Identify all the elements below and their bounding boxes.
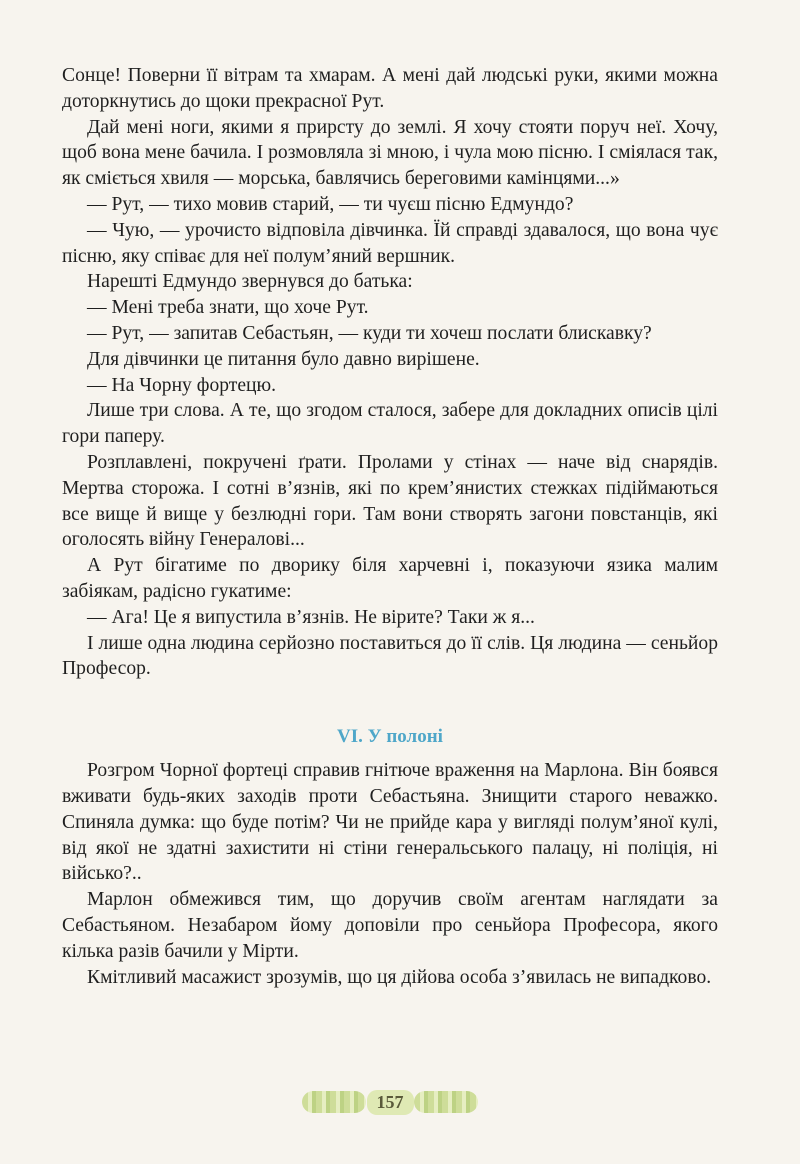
paragraph: — Мені треба знати, що хоче Рут. [87,297,369,319]
paragraph: — Ага! Це я випустила в’язнів. Не вірите? Таки ж я... [87,606,535,628]
paragraph: — На Чорну фортецю. [87,374,277,396]
paragraph: Розплавлені, покручені ґрати. Пролами у стінах — наче від снарядів. Мертва сторожа. І сотні в’язнів, які по крем’янистих стежках підіймаються все вище й вище у безлюдні гори. Там вони створять загони повстанців, які оголосять війну Генералові... [62,451,718,551]
paragraph: І лише одна людина серйозно поставиться до її слів. Ця людина — сеньйор Професор. [62,632,718,680]
floral-ornament-icon [414,1091,478,1113]
paragraph: Нарешті Едмундо звернувся до батька: [87,271,413,293]
page-number: 157 [367,1090,414,1115]
paragraph: А Рут бігатиме по дворику біля харчевні і, показуючи язика малим забіякам, радісно гукатиме: [62,555,718,602]
paragraph: Кмітливий масажист зрозумів, що ця дійова особа з’явилась не випадково. [87,966,712,988]
paragraph: Для дівчинки це питання було давно вирішене. [87,348,480,370]
text-block-bottom [62,758,718,990]
text-block-top [62,63,718,682]
floral-ornament-icon [302,1091,366,1113]
paragraph: — Рут, — тихо мовив старий, — ти чуєш пісню Едмундо? [87,193,574,215]
paragraph: Марлон обмежився тим, що доручив своїм агентам наглядати за Себастьяном. Незабаром йому доповіли про сеньйора Професора, якого кілька разів бачили у Мірти. [62,889,718,962]
paragraph: Лише три слова. А те, що згодом сталося, забере для докладних описів цілі гори паперу. [62,400,718,448]
page-footer [302,1083,478,1121]
paragraph: Дай мені ноги, якими я прирсту до землі. Я хочу стояти поруч неї. Хочу, щоб вона мене бачила. І розмовляла зі мною, і чула мою пісню. І сміялася так, як сміється хвиля — морська, бавлячись береговими камінцями...» [62,116,718,190]
paragraph: Розгром Чорної фортеці справив гнітюче враження на Марлона. Він боявся вживати будь-яких заходів проти Себастьяна. Знищити старого неважко. Спиняла думка: що буде потім? Чи не прийде кара у вигляді полум’яної кулі, від якої не здатні захистити ні стіни генеральського палацу, ні поліція, ні військо?.. [62,760,718,885]
section-heading: VI. У полоні [337,726,443,748]
paragraph: Сонце! Поверни її вітрам та хмарам. А мені дай людські руки, якими можна доторкнутись до щоки прекрасної Рут. [62,65,718,112]
paragraph: — Рут, — запитав Себастьян, — куди ти хочеш послати блискавку? [87,322,652,344]
paragraph: — Чую, — урочисто відповіла дівчинка. Їй справді здавалося, що вона чує пісню, яку співає для неї полум’яний вершник. [62,219,718,267]
